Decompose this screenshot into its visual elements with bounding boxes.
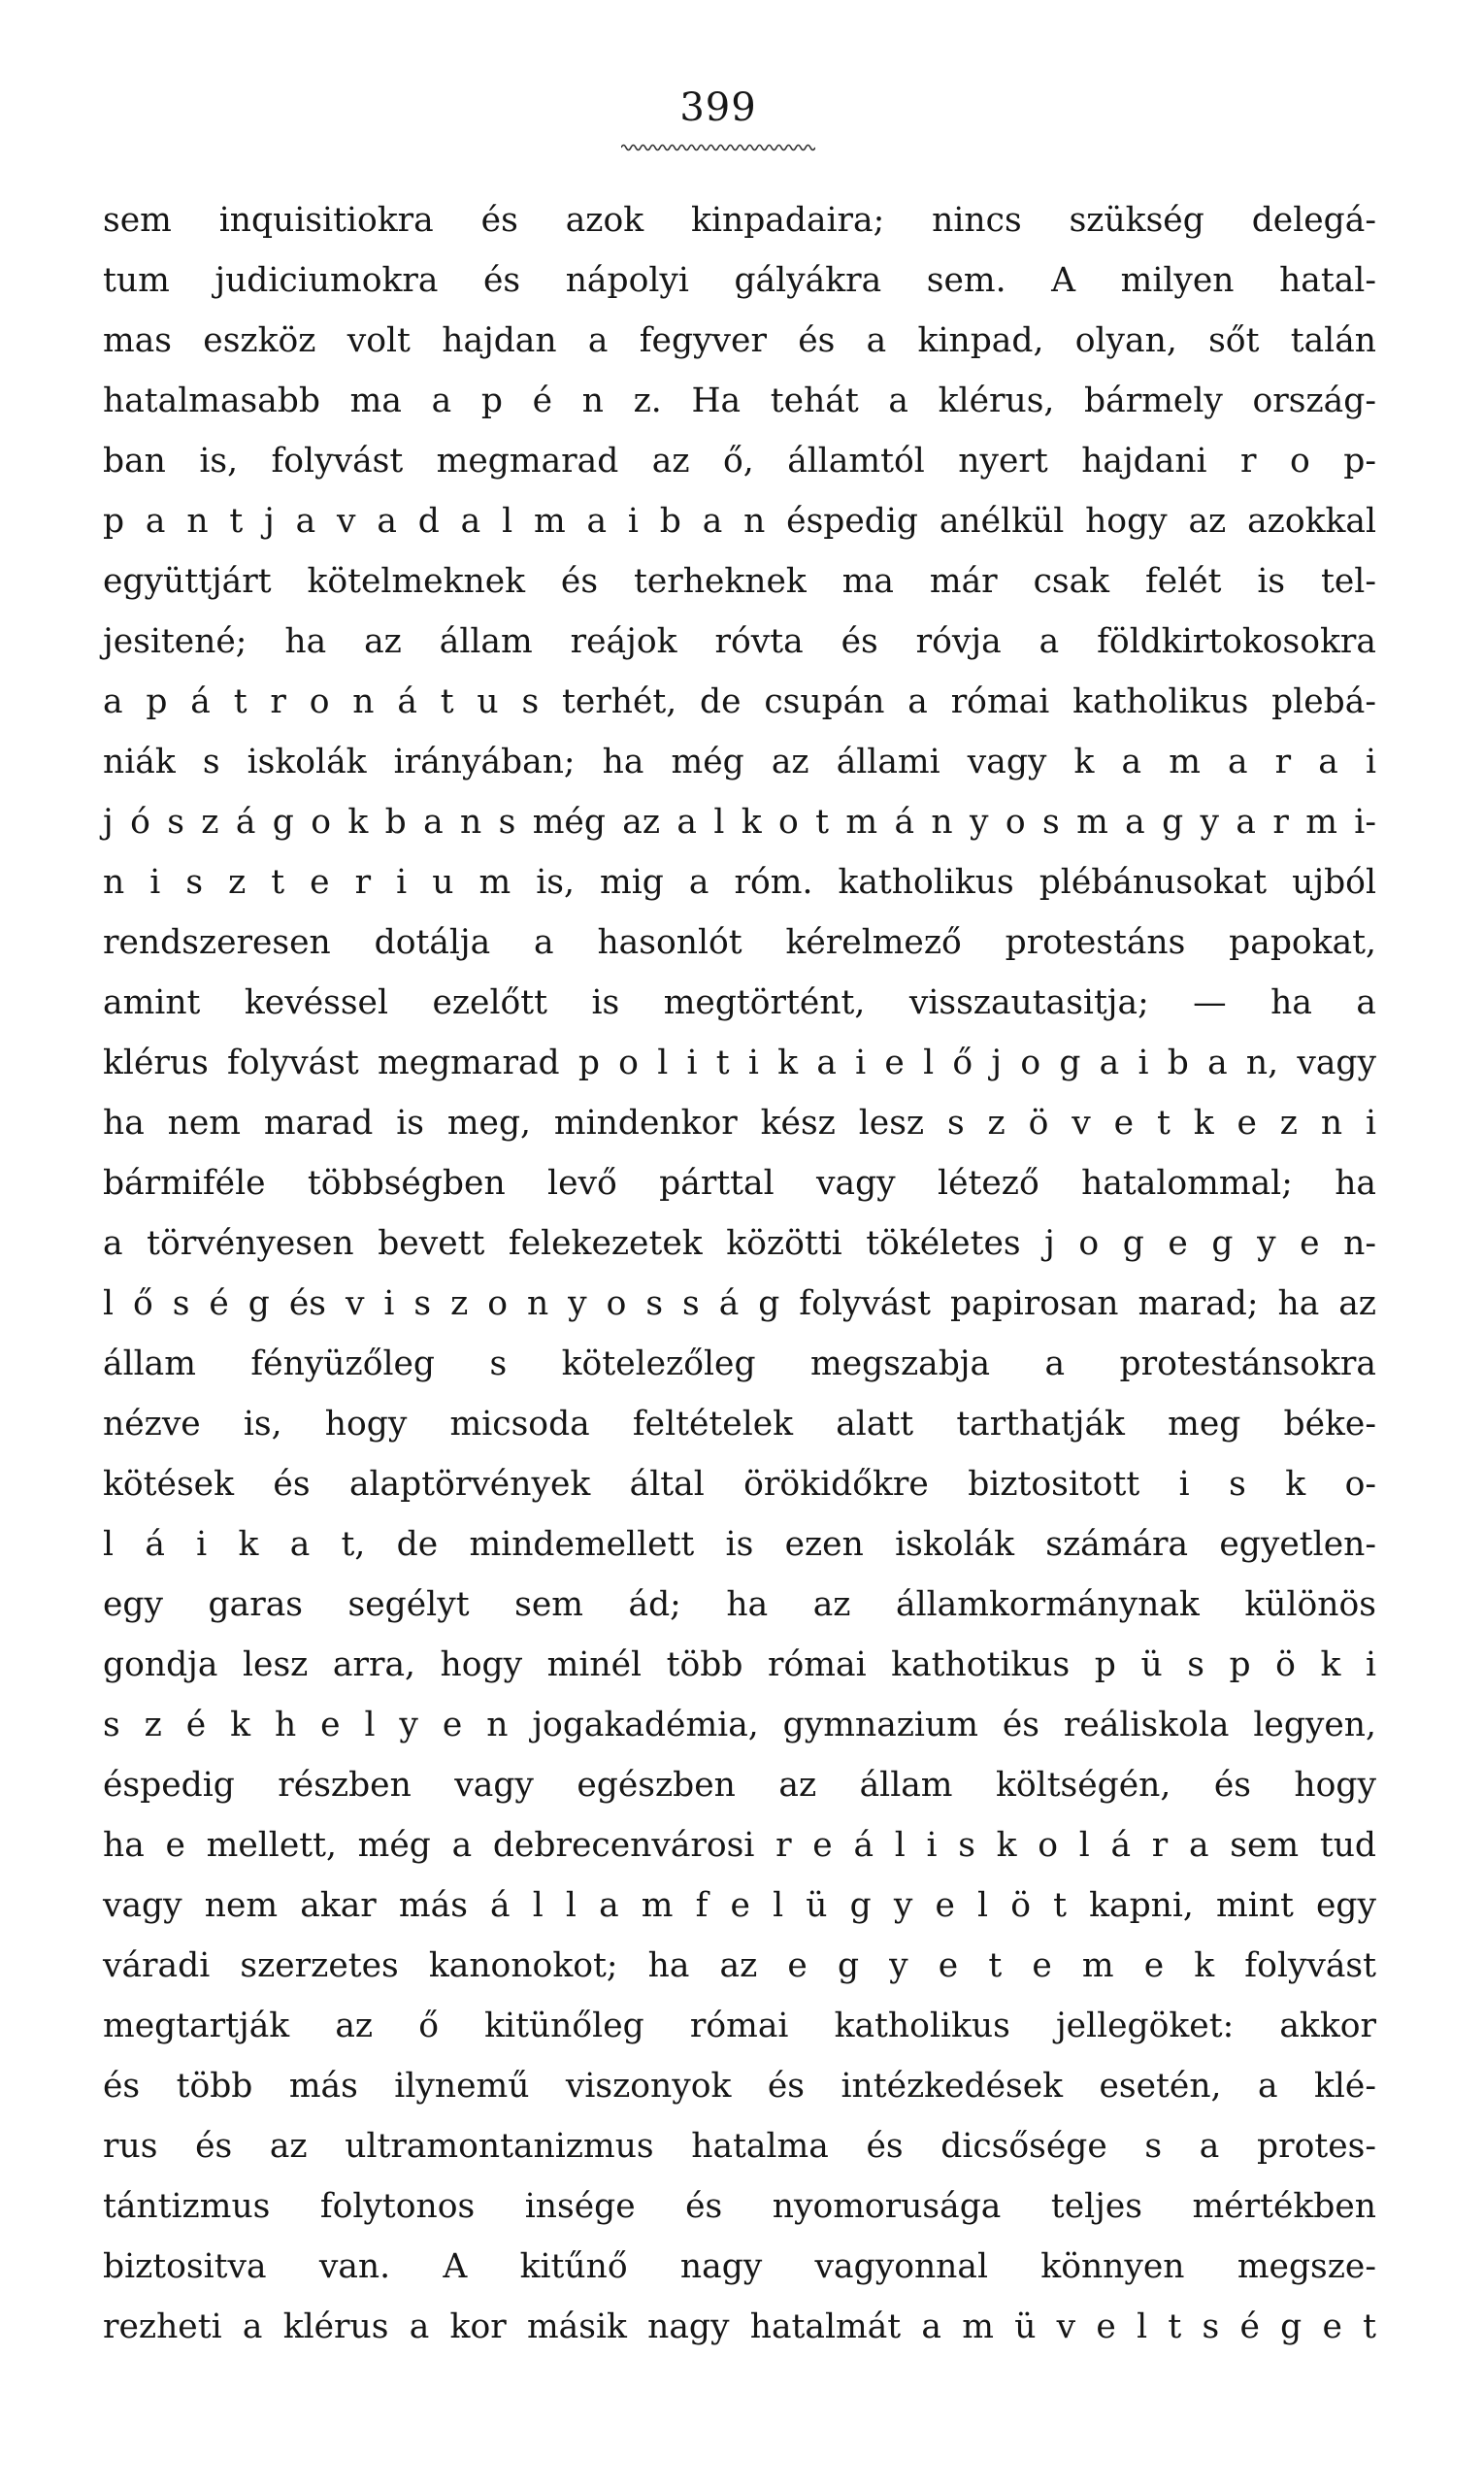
text-line: amint kevéssel ezelőtt is megtörtént, visszautasitja; — ha a: [103, 983, 1376, 1022]
text-line: l á i k a t, de mindemellett is ezen iskolák számára egyetlen-: [103, 1525, 1376, 1564]
text-line: egy garas segélyt sem ád; ha az államkormánynak különös: [103, 1585, 1376, 1624]
text-line: éspedig részben vagy egészben az állam költségén, és hogy: [103, 1766, 1376, 1805]
text-line: hatalmasabb ma a p é n z. Ha tehát a klérus, bármely ország-: [103, 382, 1376, 420]
text-line: niák s iskolák irányában; ha még az állami vagy k a m a r a i: [103, 743, 1376, 781]
text-line: l ő s é g és v i s z o n y o s s á g folyvást papirosan marad; ha az: [103, 1284, 1376, 1323]
text-line: j ó s z á g o k b a n s még az a l k o t m á n y o s m a g y a r m i-: [103, 803, 1376, 842]
body-text: [103, 190, 1376, 2357]
text-line: és több más ilynemű viszonyok és intézkedések esetén, a klé-: [103, 2067, 1376, 2106]
wavy-rule-ornament: [621, 142, 815, 153]
text-line: megtartják az ő kitünőleg római katholikus jellegöket: akkor: [103, 2007, 1376, 2045]
text-line: rus és az ultramontanizmus hatalma és dicsősége s a protes-: [103, 2127, 1376, 2166]
text-line: ha e mellett, még a debrecenvárosi r e á l i s k o l á r a sem tud: [103, 1826, 1376, 1865]
text-line: kötések és alaptörvények által örökidőkre biztositott i s k o-: [103, 1465, 1376, 1504]
text-line: rezheti a klérus a kor másik nagy hatalmát a m ü v e l t s é g e t: [103, 2307, 1376, 2346]
text-line: a p á t r o n á t u s terhét, de csupán a római katholikus plebá-: [103, 682, 1376, 721]
text-line: tum judiciumokra és nápolyi gályákra sem. A milyen hatal-: [103, 261, 1376, 300]
text-line: állam fényüzőleg s kötelezőleg megszabja a protestánsokra: [103, 1344, 1376, 1383]
text-line: tántizmus folytonos insége és nyomorusága teljes mértékben: [103, 2187, 1376, 2226]
page-number: 399: [679, 85, 757, 130]
text-line: bármiféle többségben levő párttal vagy létező hatalommal; ha: [103, 1164, 1376, 1203]
text-line: sem inquisitiokra és azok kinpadaira; nincs szükség delegá-: [103, 201, 1376, 240]
text-line: mas eszköz volt hajdan a fegyver és a kinpad, olyan, sőt talán: [103, 321, 1376, 360]
text-line: gondja lesz arra, hogy minél több római kathotikus p ü s p ö k i: [103, 1645, 1376, 1684]
text-line: rendszeresen dotálja a hasonlót kérelmező protestáns papokat,: [103, 923, 1376, 962]
text-line: ban is, folyvást megmarad az ő, államtól nyert hajdani r o p-: [103, 442, 1376, 481]
text-line: p a n t j a v a d a l m a i b a n éspedig anélkül hogy az azokkal: [103, 502, 1376, 541]
text-line: vagy nem akar más á l l a m f e l ü g y e l ö t kapni, mint egy: [103, 1886, 1376, 1925]
text-line: klérus folyvást megmarad p o l i t i k a i e l ő j o g a i b a n, vagy: [103, 1044, 1376, 1082]
text-line: a törvényesen bevett felekezetek közötti tökéletes j o g e g y e n-: [103, 1224, 1376, 1263]
text-line: együttjárt kötelmeknek és terheknek ma már csak felét is tel-: [103, 562, 1376, 601]
text-line: biztositva van. A kitűnő nagy vagyonnal könnyen megsze-: [103, 2247, 1376, 2286]
text-line: ha nem marad is meg, mindenkor kész lesz s z ö v e t k e z n i: [103, 1104, 1376, 1143]
text-line: jesitené; ha az állam reájok róvta és róvja a földkirtokosokra: [103, 622, 1376, 661]
text-line: s z é k h e l y e n jogakadémia, gymnazium és reáliskola legyen,: [103, 1706, 1376, 1744]
text-line: n i s z t e r i u m is, mig a róm. katholikus plébánusokat ujból: [103, 863, 1376, 902]
text-line: váradi szerzetes kanonokot; ha az e g y e t e m e k folyvást: [103, 1946, 1376, 1985]
text-line: nézve is, hogy micsoda feltételek alatt tarthatják meg béke-: [103, 1405, 1376, 1444]
